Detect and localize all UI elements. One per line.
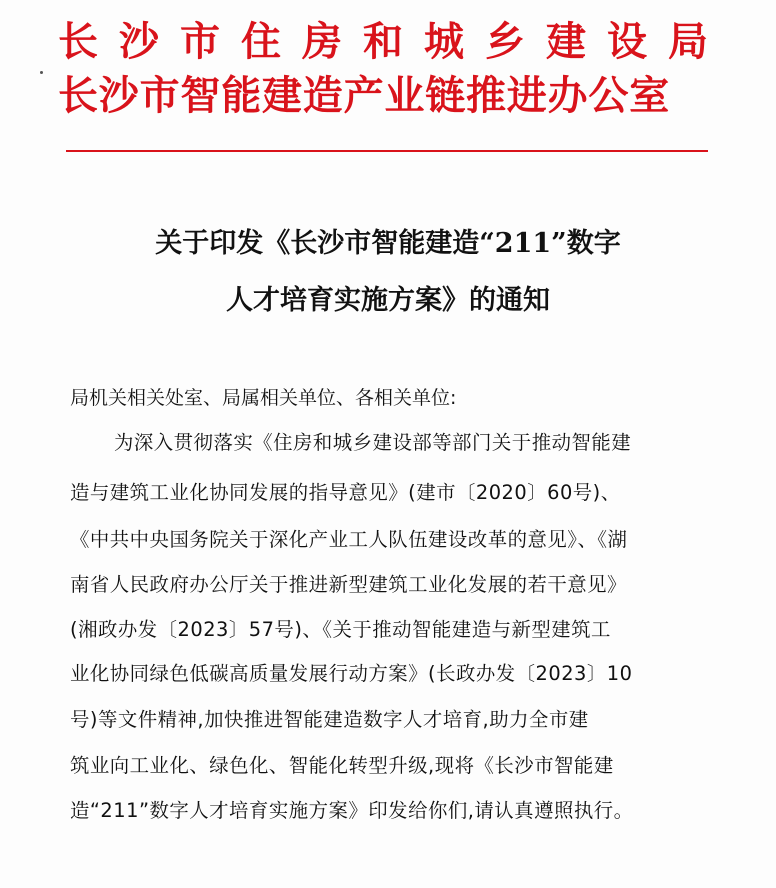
scan-speck [40, 71, 43, 74]
body-line: (湘政办发〔2023〕57号)、《关于推动智能建造与新型建筑工 [70, 618, 611, 641]
issuer-line-2: 长沙市智能建造产业链推进办公室 [58, 72, 670, 119]
red-header-rule [66, 150, 708, 152]
body-line: 业化协同绿色低碳高质量发展行动方案》(长政办发〔2023〕10 [70, 662, 633, 685]
body-line: 《中共中央国务院关于深化产业工人队伍建设改革的意见》、《湖 [70, 528, 628, 551]
notice-title-line-2: 人才培育实施方案》的通知 [226, 285, 550, 316]
notice-title-line-1: 关于印发《长沙市智能建造“211”数字 [155, 228, 621, 259]
body-line: 号)等文件精神,加快推进智能建造数字人才培育,助力全市建 [70, 708, 589, 731]
salutation: 局机关相关处室、局属相关单位、各相关单位: [70, 387, 457, 409]
body-line: 造与建筑工业化协同发展的指导意见》(建市〔2020〕60号)、 [70, 481, 621, 504]
body-line: 筑业向工业化、绿色化、智能化转型升级,现将《长沙市智能建 [70, 754, 614, 777]
body-line: 南省人民政府办公厅关于推进新型建筑工业化发展的若干意见》 [70, 573, 627, 596]
body-line: 为深入贯彻落实《住房和城乡建设部等部门关于推动智能建 [114, 431, 632, 454]
issuer-line-1: 长沙市住房和城乡建设局 [58, 18, 729, 65]
body-line: 造“211”数字人才培育实施方案》印发给你们,请认真遵照执行。 [70, 799, 634, 822]
